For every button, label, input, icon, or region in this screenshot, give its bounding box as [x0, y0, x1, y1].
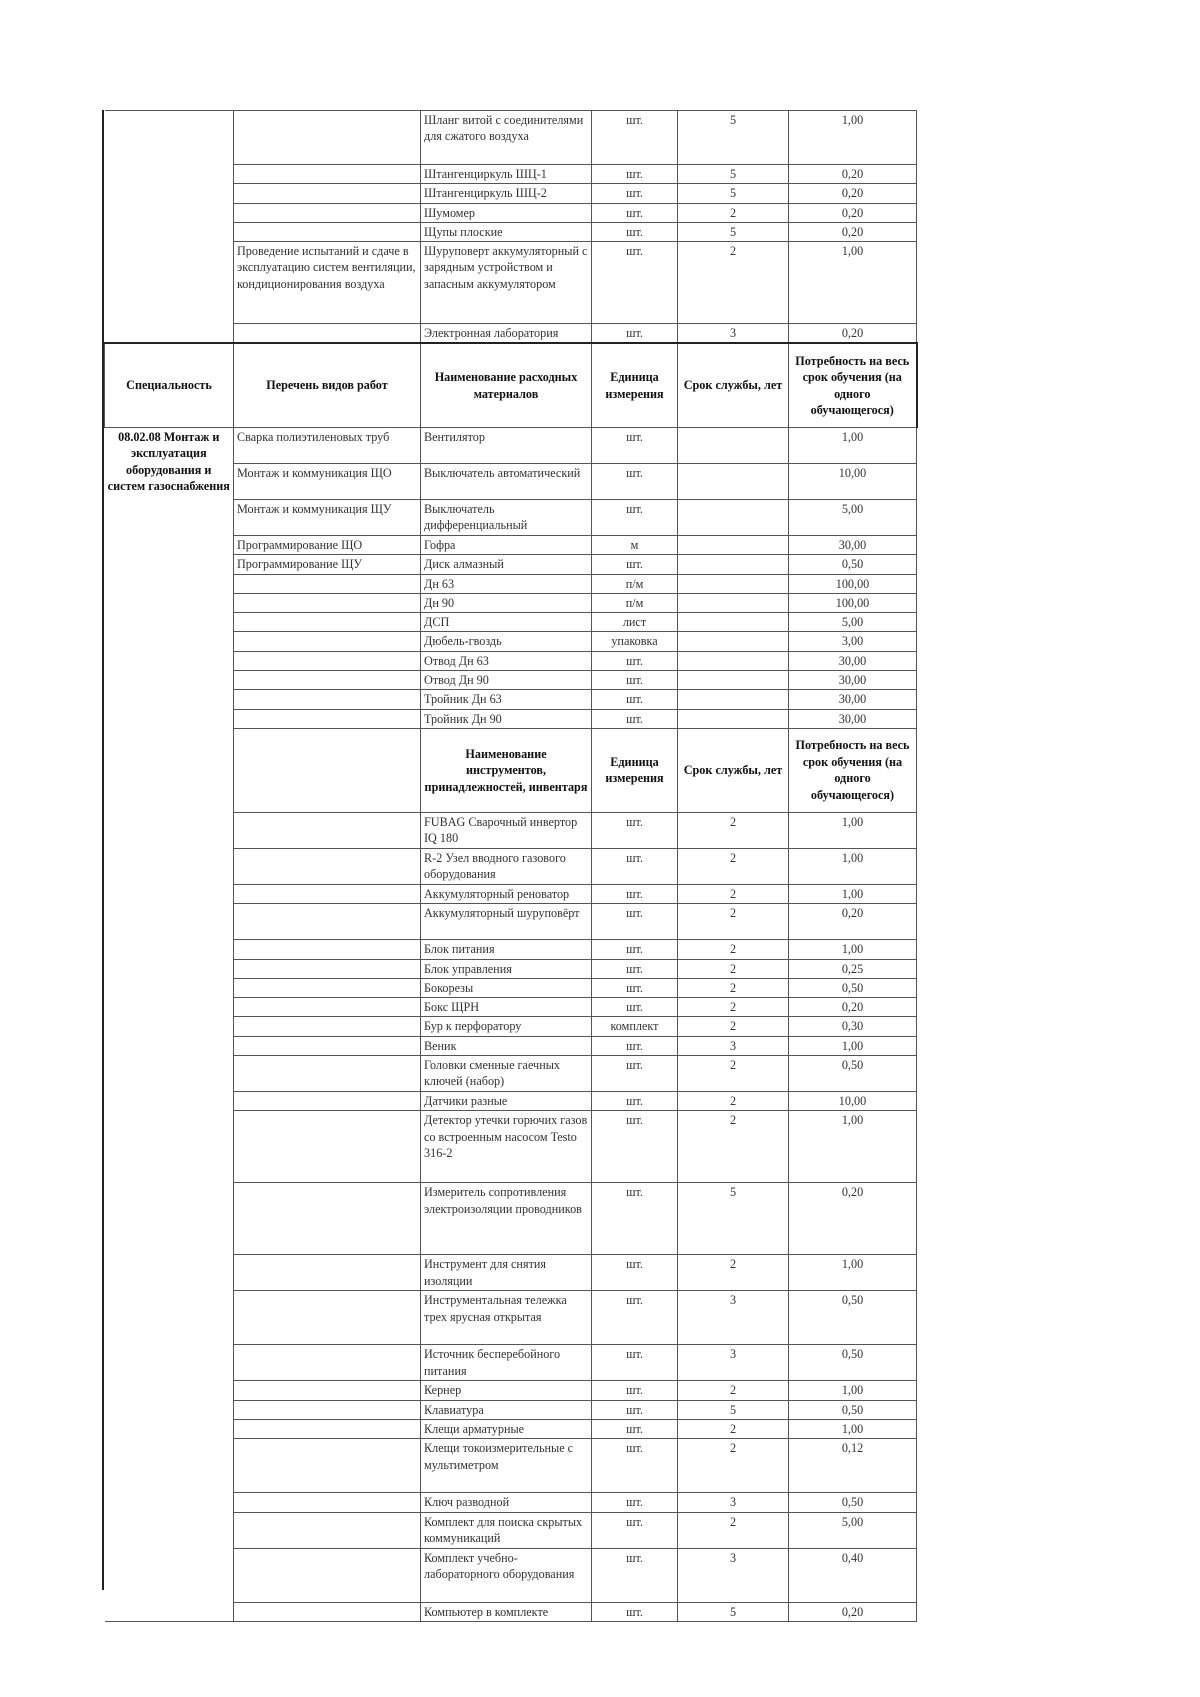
service-life-cell: 2: [678, 978, 789, 997]
service-life-cell: 2: [678, 812, 789, 848]
item-name-cell: Головки сменные гаечных ключей (набор): [421, 1056, 592, 1092]
quantity-cell: 1,00: [789, 812, 917, 848]
quantity-cell: 100,00: [789, 574, 917, 593]
header-service-life: Срок службы, лет: [678, 728, 789, 812]
work-cell: [234, 671, 421, 690]
item-name-cell: Электронная лаборатория: [421, 324, 592, 344]
item-name-cell: Клавиатура: [421, 1400, 592, 1419]
quantity-cell: 0,12: [789, 1439, 917, 1493]
item-name-cell: Дюбель-гвоздь: [421, 632, 592, 651]
item-name-cell: Шуруповерт аккумуляторный с зарядным устройством и запасным аккумулятором: [421, 242, 592, 324]
quantity-cell: 1,00: [789, 1381, 917, 1400]
quantity-cell: 1,00: [789, 1419, 917, 1438]
service-life-cell: 5: [678, 1400, 789, 1419]
item-name-cell: Бур к перфоратору: [421, 1017, 592, 1036]
item-name-cell: R-2 Узел вводного газового оборудования: [421, 848, 592, 884]
quantity-cell: 0,20: [789, 222, 917, 241]
quantity-cell: 3,00: [789, 632, 917, 651]
quantity-cell: 1,00: [789, 111, 917, 165]
item-name-cell: Тройник Дн 90: [421, 709, 592, 728]
table-row: [105, 427, 917, 463]
work-cell: [234, 978, 421, 997]
work-cell: [234, 1512, 421, 1548]
item-name-cell: Тройник Дн 63: [421, 690, 592, 709]
quantity-cell: 1,00: [789, 940, 917, 959]
unit-cell: комплект: [592, 1017, 678, 1036]
service-life-cell: 2: [678, 998, 789, 1017]
service-life-cell: 3: [678, 324, 789, 344]
unit-cell: шт.: [592, 203, 678, 222]
item-name-cell: Измеритель сопротивления электроизоляции проводников: [421, 1183, 592, 1255]
work-cell: [234, 1255, 421, 1291]
service-life-cell: 3: [678, 1291, 789, 1345]
quantity-cell: 5,00: [789, 1512, 917, 1548]
service-life-cell: [678, 690, 789, 709]
item-name-cell: FUBAG Сварочный инвертор IQ 180: [421, 812, 592, 848]
header-quantity: Потребность на весь срок обучения (на одного обучающегося): [789, 728, 917, 812]
work-cell: [234, 998, 421, 1017]
item-name-cell: Комплект учебно-лабораторного оборудования: [421, 1548, 592, 1602]
item-name-cell: Бокс ЩРН: [421, 998, 592, 1017]
quantity-cell: 1,00: [789, 884, 917, 903]
unit-cell: шт.: [592, 671, 678, 690]
work-cell: [234, 1092, 421, 1111]
item-name-cell: Клещи арматурные: [421, 1419, 592, 1438]
quantity-cell: 30,00: [789, 690, 917, 709]
quantity-cell: 10,00: [789, 1092, 917, 1111]
unit-cell: шт.: [592, 1183, 678, 1255]
work-cell: [234, 940, 421, 959]
item-name-cell: Датчики разные: [421, 1092, 592, 1111]
quantity-cell: 0,20: [789, 1183, 917, 1255]
unit-cell: шт.: [592, 884, 678, 903]
quantity-cell: 1,00: [789, 1111, 917, 1183]
header-tools-name: Наименование инструментов, принадлежностей, инвентаря: [421, 728, 592, 812]
unit-cell: шт.: [592, 222, 678, 241]
quantity-cell: 0,20: [789, 998, 917, 1017]
unit-cell: шт.: [592, 1512, 678, 1548]
unit-cell: шт.: [592, 1111, 678, 1183]
work-cell: [234, 184, 421, 203]
work-cell: [234, 690, 421, 709]
item-name-cell: Щупы плоские: [421, 222, 592, 241]
unit-cell: шт.: [592, 848, 678, 884]
service-life-cell: [678, 574, 789, 593]
quantity-cell: 0,20: [789, 203, 917, 222]
service-life-cell: 2: [678, 1512, 789, 1548]
work-cell: [234, 165, 421, 184]
quantity-cell: 1,00: [789, 1255, 917, 1291]
quantity-cell: 5,00: [789, 499, 917, 535]
item-name-cell: Веник: [421, 1036, 592, 1055]
work-cell: [234, 593, 421, 612]
quantity-cell: 1,00: [789, 242, 917, 324]
service-life-cell: [678, 613, 789, 632]
unit-cell: шт.: [592, 463, 678, 499]
quantity-cell: 0,50: [789, 1493, 917, 1512]
work-cell: [234, 111, 421, 165]
service-life-cell: [678, 555, 789, 574]
item-name-cell: Комплект для поиска скрытых коммуникаций: [421, 1512, 592, 1548]
item-name-cell: Клещи токоизмерительные с мультиметром: [421, 1439, 592, 1493]
service-life-cell: 2: [678, 1092, 789, 1111]
service-life-cell: 2: [678, 959, 789, 978]
work-cell: [234, 904, 421, 940]
item-name-cell: Дн 63: [421, 574, 592, 593]
item-name-cell: Инструментальная тележка трех ярусная открытая: [421, 1291, 592, 1345]
service-life-cell: 2: [678, 848, 789, 884]
unit-cell: шт.: [592, 1036, 678, 1055]
item-name-cell: Детектор утечки горючих газов со встроенным насосом Testo 316-2: [421, 1111, 592, 1183]
service-life-cell: 5: [678, 1183, 789, 1255]
work-cell: [234, 812, 421, 848]
work-cell: [234, 709, 421, 728]
item-name-cell: Аккумуляторный шуруповёрт: [421, 904, 592, 940]
work-cell: [234, 728, 421, 812]
header-row-materials: [105, 343, 917, 427]
item-name-cell: Шланг витой с соединителями для сжатого воздуха: [421, 111, 592, 165]
service-life-cell: 2: [678, 884, 789, 903]
quantity-cell: 30,00: [789, 651, 917, 670]
work-cell: Монтаж и коммуникация ЩУ: [234, 499, 421, 535]
service-life-cell: [678, 499, 789, 535]
service-life-cell: 2: [678, 1381, 789, 1400]
item-name-cell: Ключ разводной: [421, 1493, 592, 1512]
quantity-cell: 0,20: [789, 324, 917, 344]
unit-cell: шт.: [592, 555, 678, 574]
quantity-cell: 0,50: [789, 1345, 917, 1381]
unit-cell: шт.: [592, 998, 678, 1017]
work-cell: Программирование ЩО: [234, 535, 421, 554]
service-life-cell: 2: [678, 1056, 789, 1092]
work-cell: [234, 1345, 421, 1381]
work-cell: [234, 1017, 421, 1036]
unit-cell: шт.: [592, 1400, 678, 1419]
work-cell: [234, 1419, 421, 1438]
unit-cell: шт.: [592, 1548, 678, 1602]
service-life-cell: 2: [678, 242, 789, 324]
quantity-cell: 0,50: [789, 555, 917, 574]
unit-cell: шт.: [592, 499, 678, 535]
quantity-cell: 30,00: [789, 709, 917, 728]
service-life-cell: 2: [678, 1255, 789, 1291]
quantity-cell: 0,50: [789, 1056, 917, 1092]
work-cell: [234, 1400, 421, 1419]
unit-cell: шт.: [592, 1381, 678, 1400]
quantity-cell: 0,20: [789, 184, 917, 203]
service-life-cell: [678, 671, 789, 690]
item-name-cell: Отвод Дн 63: [421, 651, 592, 670]
unit-cell: п/м: [592, 574, 678, 593]
work-cell: Проведение испытаний и сдаче в эксплуатацию систем вентиляции, кондиционирования воздуха: [234, 242, 421, 324]
work-cell: [234, 1381, 421, 1400]
work-cell: Сварка полиэтиленовых труб: [234, 427, 421, 463]
header-unit: Единица измерения: [592, 728, 678, 812]
quantity-cell: 10,00: [789, 463, 917, 499]
work-cell: [234, 884, 421, 903]
work-cell: [234, 632, 421, 651]
unit-cell: шт.: [592, 1439, 678, 1493]
unit-cell: шт.: [592, 184, 678, 203]
unit-cell: шт.: [592, 1419, 678, 1438]
unit-cell: шт.: [592, 1056, 678, 1092]
quantity-cell: 0,50: [789, 978, 917, 997]
service-life-cell: 3: [678, 1036, 789, 1055]
work-cell: [234, 1036, 421, 1055]
work-cell: [234, 1493, 421, 1512]
service-life-cell: 5: [678, 222, 789, 241]
quantity-cell: 1,00: [789, 427, 917, 463]
work-cell: Монтаж и коммуникация ЩО: [234, 463, 421, 499]
item-name-cell: Аккумуляторный реноватор: [421, 884, 592, 903]
service-life-cell: 2: [678, 1017, 789, 1036]
item-name-cell: Отвод Дн 90: [421, 671, 592, 690]
item-name-cell: Шумомер: [421, 203, 592, 222]
item-name-cell: Выключатель автоматический: [421, 463, 592, 499]
unit-cell: упаковка: [592, 632, 678, 651]
service-life-cell: 3: [678, 1493, 789, 1512]
unit-cell: шт.: [592, 1092, 678, 1111]
specialty-cell: 08.02.08 Монтаж и эксплуатация оборудования и систем газоснабжения: [105, 427, 234, 1621]
unit-cell: шт.: [592, 1255, 678, 1291]
service-life-cell: [678, 463, 789, 499]
work-cell: [234, 574, 421, 593]
header-quantity: Потребность на весь срок обучения (на одного обучающегося): [789, 343, 917, 427]
item-name-cell: Кернер: [421, 1381, 592, 1400]
service-life-cell: 5: [678, 165, 789, 184]
header-service-life: Срок службы, лет: [678, 343, 789, 427]
unit-cell: п/м: [592, 593, 678, 612]
quantity-cell: 100,00: [789, 593, 917, 612]
equipment-table: [104, 110, 918, 1622]
item-name-cell: Вентилятор: [421, 427, 592, 463]
quantity-cell: 1,00: [789, 1036, 917, 1055]
table-body: [105, 111, 917, 1622]
item-name-cell: Гофра: [421, 535, 592, 554]
item-name-cell: Диск алмазный: [421, 555, 592, 574]
work-cell: [234, 848, 421, 884]
work-cell: [234, 1111, 421, 1183]
unit-cell: шт.: [592, 959, 678, 978]
quantity-cell: 0,50: [789, 1400, 917, 1419]
service-life-cell: [678, 709, 789, 728]
work-cell: [234, 613, 421, 632]
service-life-cell: 5: [678, 111, 789, 165]
work-cell: [234, 1183, 421, 1255]
item-name-cell: Инструмент для снятия изоляции: [421, 1255, 592, 1291]
service-life-cell: 2: [678, 203, 789, 222]
unit-cell: шт.: [592, 690, 678, 709]
work-cell: [234, 1602, 421, 1621]
work-cell: [234, 1056, 421, 1092]
quantity-cell: 1,00: [789, 848, 917, 884]
unit-cell: шт.: [592, 651, 678, 670]
service-life-cell: 5: [678, 184, 789, 203]
service-life-cell: 2: [678, 904, 789, 940]
unit-cell: шт.: [592, 111, 678, 165]
header-works: Перечень видов работ: [234, 343, 421, 427]
work-cell: Программирование ЩУ: [234, 555, 421, 574]
item-name-cell: Блок управления: [421, 959, 592, 978]
service-life-cell: 2: [678, 940, 789, 959]
work-cell: [234, 1439, 421, 1493]
header-specialty: Специальность: [105, 343, 234, 427]
item-name-cell: Компьютер в комплекте: [421, 1602, 592, 1621]
quantity-cell: 0,20: [789, 1602, 917, 1621]
quantity-cell: 0,50: [789, 1291, 917, 1345]
service-life-cell: [678, 632, 789, 651]
quantity-cell: 30,00: [789, 671, 917, 690]
unit-cell: шт.: [592, 165, 678, 184]
work-cell: [234, 651, 421, 670]
unit-cell: шт.: [592, 1345, 678, 1381]
item-name-cell: Блок питания: [421, 940, 592, 959]
unit-cell: шт.: [592, 1602, 678, 1621]
item-name-cell: Источник бесперебойного питания: [421, 1345, 592, 1381]
item-name-cell: Штангенциркуль ШЦ-1: [421, 165, 592, 184]
quantity-cell: 30,00: [789, 535, 917, 554]
unit-cell: шт.: [592, 1493, 678, 1512]
service-life-cell: [678, 427, 789, 463]
quantity-cell: 0,30: [789, 1017, 917, 1036]
work-cell: [234, 1548, 421, 1602]
quantity-cell: 5,00: [789, 613, 917, 632]
unit-cell: шт.: [592, 242, 678, 324]
service-life-cell: 2: [678, 1439, 789, 1493]
service-life-cell: [678, 535, 789, 554]
unit-cell: шт.: [592, 812, 678, 848]
work-cell: [234, 959, 421, 978]
table-row: [105, 111, 917, 165]
unit-cell: шт.: [592, 904, 678, 940]
service-life-cell: 3: [678, 1345, 789, 1381]
unit-cell: лист: [592, 613, 678, 632]
work-cell: [234, 324, 421, 344]
unit-cell: шт.: [592, 1291, 678, 1345]
unit-cell: м: [592, 535, 678, 554]
unit-cell: шт.: [592, 427, 678, 463]
quantity-cell: 0,40: [789, 1548, 917, 1602]
specialty-cell: [105, 111, 234, 344]
header-materials-name: Наименование расходных материалов: [421, 343, 592, 427]
unit-cell: шт.: [592, 324, 678, 344]
service-life-cell: [678, 593, 789, 612]
quantity-cell: 0,20: [789, 904, 917, 940]
service-life-cell: 3: [678, 1548, 789, 1602]
work-cell: [234, 222, 421, 241]
item-name-cell: Выключатель дифференциальный: [421, 499, 592, 535]
service-life-cell: 5: [678, 1602, 789, 1621]
unit-cell: шт.: [592, 709, 678, 728]
service-life-cell: 2: [678, 1111, 789, 1183]
service-life-cell: [678, 651, 789, 670]
item-name-cell: Штангенциркуль ШЦ-2: [421, 184, 592, 203]
service-life-cell: 2: [678, 1419, 789, 1438]
work-cell: [234, 203, 421, 222]
item-name-cell: ДСП: [421, 613, 592, 632]
item-name-cell: Бокорезы: [421, 978, 592, 997]
unit-cell: шт.: [592, 940, 678, 959]
quantity-cell: 0,25: [789, 959, 917, 978]
unit-cell: шт.: [592, 978, 678, 997]
item-name-cell: Дн 90: [421, 593, 592, 612]
header-unit: Единица измерения: [592, 343, 678, 427]
work-cell: [234, 1291, 421, 1345]
quantity-cell: 0,20: [789, 165, 917, 184]
